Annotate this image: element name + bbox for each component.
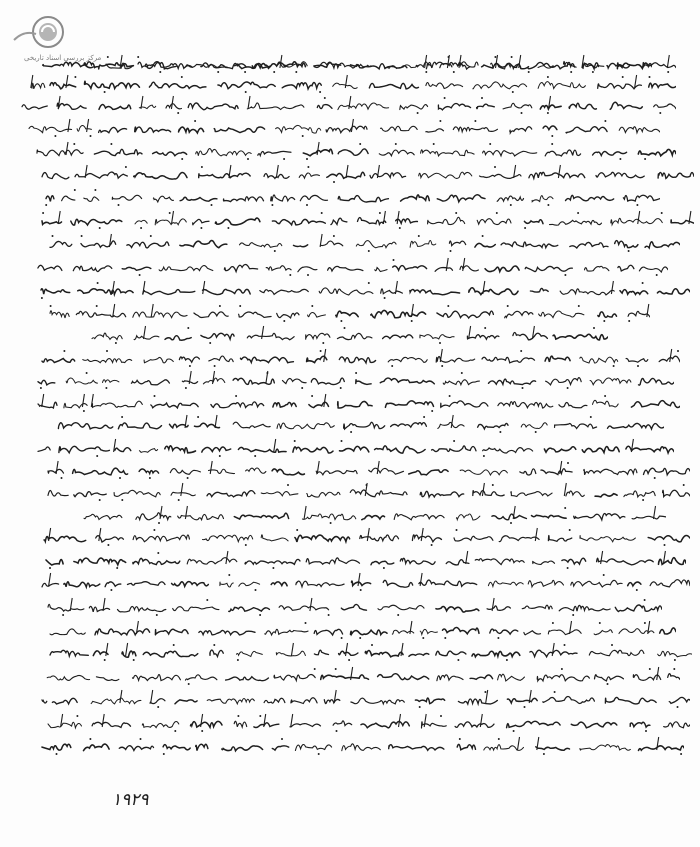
handwritten-line — [54, 414, 664, 434]
handwritten-line — [36, 438, 674, 458]
handwritten-line — [40, 572, 690, 592]
handwritten-line — [40, 689, 690, 709]
handwritten-line — [40, 348, 680, 368]
handwritten-line — [36, 280, 690, 300]
handwritten-line — [30, 74, 676, 94]
handwritten-line — [42, 527, 690, 547]
handwritten-line — [46, 713, 690, 733]
handwritten-line — [82, 54, 676, 74]
handwritten-line — [48, 642, 692, 662]
handwritten-line — [20, 95, 676, 115]
handwritten-line — [34, 257, 668, 277]
handwritten-line — [30, 141, 676, 161]
handwritten-line — [46, 597, 662, 617]
handwritten-line — [36, 393, 680, 413]
handwritten-line — [90, 325, 608, 345]
handwritten-line — [46, 460, 690, 480]
handwritten-line — [26, 118, 660, 138]
handwritten-line — [48, 620, 676, 640]
handwritten-line — [40, 210, 694, 230]
handwritten-line — [40, 736, 684, 756]
watermark-text: مرکز بررسی اسناد تاریخی — [24, 54, 102, 62]
handwritten-line — [44, 666, 680, 686]
handwritten-line — [44, 550, 686, 570]
handwritten-line — [82, 505, 666, 525]
handwritten-line — [40, 164, 694, 184]
handwritten-line — [46, 482, 690, 502]
handwritten-line — [44, 187, 660, 207]
handwritten-line — [48, 233, 680, 253]
handwritten-line — [36, 370, 674, 390]
page-number: ۱۹۲۹ — [112, 790, 149, 810]
handwritten-line — [48, 303, 650, 323]
